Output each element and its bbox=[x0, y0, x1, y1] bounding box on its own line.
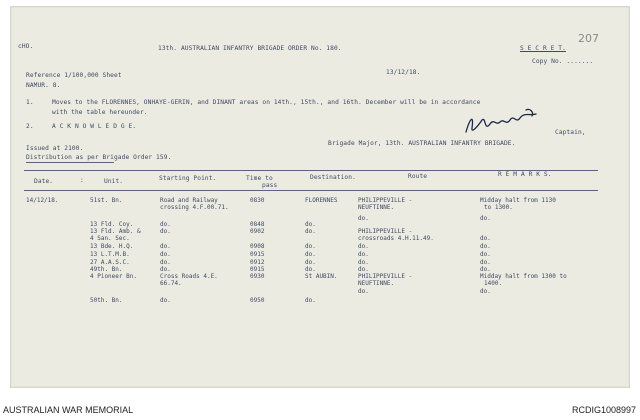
cell-start: do. bbox=[160, 221, 171, 228]
cell-route: do. bbox=[358, 288, 369, 295]
file-code: cHO. bbox=[18, 43, 34, 50]
cell-start2: 66.74. bbox=[160, 280, 182, 287]
cell-remarks: Midday halt from 1300 to bbox=[480, 273, 567, 280]
cell-start: do. bbox=[160, 259, 171, 266]
cell-start2: crossing 4.F.00.71. bbox=[160, 204, 229, 211]
col-header-date: Date. bbox=[34, 178, 54, 185]
cell-route: crossroads 4.H.11.49. bbox=[358, 235, 434, 242]
cell-dest: St AUBIN. bbox=[305, 273, 338, 280]
item-1-number: 1. bbox=[26, 99, 34, 106]
cell-route: PHILIPPEVILLE - bbox=[358, 228, 413, 235]
cell-unit: 4 Pioneer Bn. bbox=[90, 273, 137, 280]
cell-unit: 50th. Bn. bbox=[90, 297, 123, 304]
distribution-underline bbox=[26, 162, 114, 163]
item-2-text: A C K N O W L E D G E. bbox=[52, 123, 137, 130]
copy-number: Copy No. ....... bbox=[532, 58, 594, 65]
item-1-text: Moves to the FLORENNES, ONHAYE-GERIN, and DINANT areas on 14th., 15th., and 16th. December will be in accordance bbox=[52, 99, 481, 106]
cell-time: 0908 bbox=[250, 243, 265, 250]
cell-time: 0915 bbox=[250, 251, 265, 258]
cell-remarks: do. bbox=[480, 266, 491, 273]
cell-start: do. bbox=[160, 251, 171, 258]
cell-route: do. bbox=[358, 215, 369, 222]
cell-remarks: Midday halt from 1130 bbox=[480, 197, 556, 204]
cell-route: PHILIPPEVILLE - bbox=[358, 273, 413, 280]
page-number: 207 bbox=[578, 32, 599, 45]
cell-unit: 27 A.A.S.C. bbox=[90, 259, 130, 266]
cell-dest: do. bbox=[305, 228, 316, 235]
col-header-destination: Destination. bbox=[310, 174, 356, 181]
cell-remarks2: to 1300. bbox=[484, 204, 513, 211]
col-header-time-2: pass bbox=[262, 182, 278, 189]
archive-name: AUSTRALIAN WAR MEMORIAL bbox=[3, 405, 134, 415]
cell-start: do. bbox=[160, 266, 171, 273]
cell-time: 0848 bbox=[250, 221, 265, 228]
cell-remarks: do. bbox=[480, 259, 491, 266]
col-sep: : bbox=[80, 177, 84, 184]
cell-remarks: do. bbox=[480, 235, 491, 242]
cell-start: Road and Railway bbox=[160, 197, 218, 204]
cell-remarks2: 1400. bbox=[484, 280, 503, 287]
cell-remarks: do. bbox=[480, 251, 491, 258]
issued-time: Issued at 2100. bbox=[26, 145, 84, 152]
cell-remarks: do. bbox=[480, 215, 491, 222]
cell-dest: do. bbox=[305, 221, 316, 228]
cell-start: do. bbox=[160, 228, 171, 235]
table-header-rule bbox=[24, 190, 598, 191]
col-header-time: Time to bbox=[246, 175, 273, 182]
cell-remarks: do. bbox=[480, 288, 491, 295]
col-header-route: Route bbox=[408, 173, 428, 180]
document-title: 13th. AUSTRALIAN INFANTRY BRIGADE ORDER No. 180. bbox=[158, 45, 342, 52]
reference-sheet: Reference 1/100,000 Sheet bbox=[26, 72, 122, 79]
cell-dest: do. bbox=[305, 297, 316, 304]
cell-unit: 13 Fld. Coy. bbox=[90, 221, 134, 228]
cell-dest: FLORENNES bbox=[305, 197, 338, 204]
col-header-remarks: R E M A R K S. bbox=[498, 171, 552, 178]
cell-route2: NEUFTINNE. bbox=[358, 204, 395, 211]
cell-unit: 51st. Bn. bbox=[90, 197, 123, 204]
cell-time: 0930 bbox=[250, 273, 265, 280]
cell-time: 0915 bbox=[250, 266, 265, 273]
archive-id: RCDIG1008997 bbox=[571, 405, 636, 415]
cell-time: 0950 bbox=[250, 297, 265, 304]
cell-route: do. bbox=[358, 251, 369, 258]
item-2-number: 2. bbox=[26, 123, 34, 130]
signatory-role: Brigade Major, 13th. AUSTRALIAN INFANTRY BRIGADE. bbox=[328, 140, 516, 147]
col-header-starting-point: Starting Point. bbox=[159, 175, 217, 182]
cell-dest: do. bbox=[305, 243, 316, 250]
cell-start: do. bbox=[160, 243, 171, 250]
classification-label: S E C R E T. bbox=[520, 45, 566, 52]
cell-unit: 49th. Bn. bbox=[90, 266, 123, 273]
item-1-text-continued: with the table hereunder. bbox=[52, 109, 148, 116]
order-date: 13/12/18. bbox=[386, 69, 421, 76]
cell-start: do. bbox=[160, 297, 171, 304]
col-header-unit: Unit. bbox=[104, 178, 124, 185]
cell-route: PHILIPPEVILLE - bbox=[358, 197, 413, 204]
cell-time: 0830 bbox=[250, 197, 265, 204]
cell-route2: NEUFTINNE. bbox=[358, 280, 395, 287]
cell-unit: 4 San. Sec. bbox=[90, 235, 130, 242]
cell-route: do. bbox=[358, 266, 369, 273]
cell-date: 14/12/18. bbox=[26, 197, 59, 204]
cell-remarks: do. bbox=[480, 243, 491, 250]
signatory-title: Captain, bbox=[555, 129, 586, 136]
cell-time: 0912 bbox=[250, 259, 265, 266]
distribution-note: Distribution as per Brigade Order 159. bbox=[26, 154, 172, 161]
cell-start: Cross Roads 4.E. bbox=[160, 273, 218, 280]
cell-dest: do. bbox=[305, 259, 316, 266]
reference-sheet-name: NAMUR. 8. bbox=[26, 82, 61, 89]
cell-time: 0902 bbox=[250, 228, 265, 235]
cell-unit: 13 Bde. H.Q. bbox=[90, 243, 134, 250]
cell-dest: do. bbox=[305, 251, 316, 258]
signature-image bbox=[460, 106, 560, 140]
archive-footer bbox=[0, 400, 640, 420]
cell-unit: 13 Fld. Amb. & bbox=[90, 228, 141, 235]
cell-unit: 13 L.T.M.B. bbox=[90, 251, 130, 258]
cell-route: do. bbox=[358, 259, 369, 266]
cell-route: do. bbox=[358, 243, 369, 250]
cell-dest: do. bbox=[305, 266, 316, 273]
